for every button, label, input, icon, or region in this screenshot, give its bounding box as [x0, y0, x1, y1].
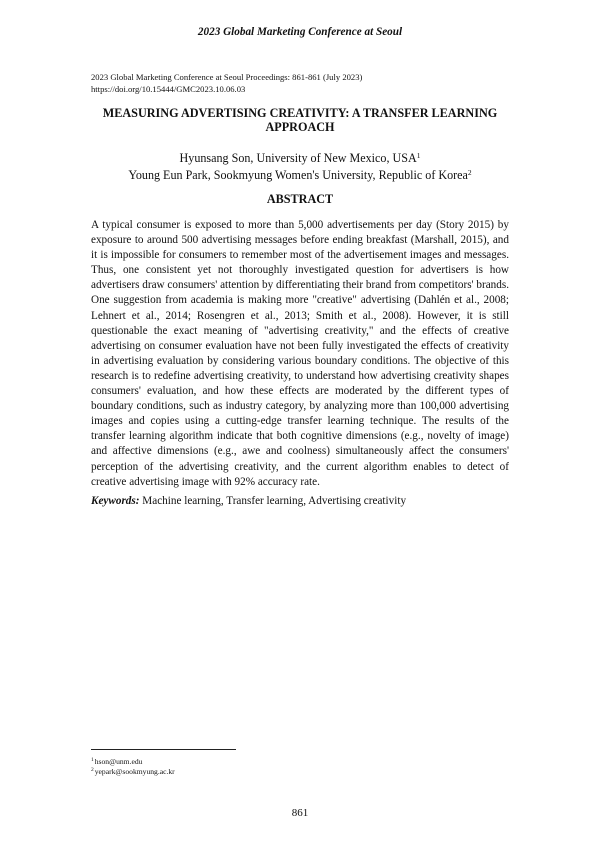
- abstract-body: A typical consumer is exposed to more than 5,000 advertisements per day (Story 2015) by exposure to around 500 advertising messages before ending breakfast (Marshall, 2015), and it is impossible for consumers to remember most of the advertisement images and messages. Thus, one consistent yet not thoroughly investigated question for advertisers is how advertisers draw consumers' attention by differentiating their brand from competitors' brands. One suggestion from academia is making more "creative" advertising (Dahlén et al., 2008; Lehnert et al., 2014; Rosengren et al., 2013; Smith et al., 2008). However, it is still questionable the exact meaning of "advertising creativity," and the effects of creative advertising on consumer evaluation have not been fully investigated the effects of creativity in advertising evaluation by considering various boundary conditions. The objective of this research is to redefine advertising creativity, to understand how advertising creativity shapes consumers' evaluation, and how these effects are moderated by the different types of boundary conditions, such as industry category, by analyzing more than 100,000 advertising images and copies using a cutting-edge transfer learning technique. The results of the transfer learning algorithm indicate that both cognitive dimensions (e.g., novelty of image) and affective dimensions (e.g., awe and coolness) simultaneously affect the consumers' perception of the advertising creativity, and the current algorithm enables to detect of creative advertising image with 92% accuracy rate.: [91, 219, 509, 488]
- running-header: 2023 Global Marketing Conference at Seoul: [197, 26, 403, 38]
- footnote-email[interactable]: hson@unm.edu: [94, 757, 143, 766]
- keywords-label: Keywords:: [91, 495, 140, 507]
- abstract-heading: ABSTRACT: [266, 192, 334, 206]
- footnote: [91, 765, 175, 777]
- proceedings-citation: 2023 Global Marketing Conference at Seoul Proceedings: 861-861 (July 2023): [91, 72, 363, 82]
- paper-title: MEASURING ADVERTISING CREATIVITY: A TRANSFER LEARNING APPROACH: [102, 106, 498, 134]
- author-affiliation: Hyunsang Son, University of New Mexico, USA: [179, 151, 417, 165]
- keywords-text: Machine learning, Transfer learning, Advertising creativity: [142, 495, 407, 507]
- footnote-divider: [91, 749, 236, 750]
- author-line: [60, 166, 540, 183]
- footnote-mark: 1: [91, 757, 94, 763]
- author-line: [60, 149, 540, 166]
- author-affiliation: Young Eun Park, Sookmyung Women's University, Republic of Korea: [128, 167, 468, 182]
- keywords-line: [91, 495, 509, 507]
- proceedings-info: [91, 72, 362, 95]
- author-list: [60, 149, 540, 182]
- footnote-mark: 1: [416, 151, 421, 160]
- footnote-email[interactable]: yepark@sookmyung.ac.kr: [94, 767, 175, 776]
- footnote-mark: 2: [467, 167, 472, 177]
- footnote-mark: 2: [91, 767, 94, 773]
- doi-link[interactable]: https://doi.org/10.15444/GMC2023.10.06.03: [91, 83, 246, 94]
- page-number: 861: [291, 807, 309, 819]
